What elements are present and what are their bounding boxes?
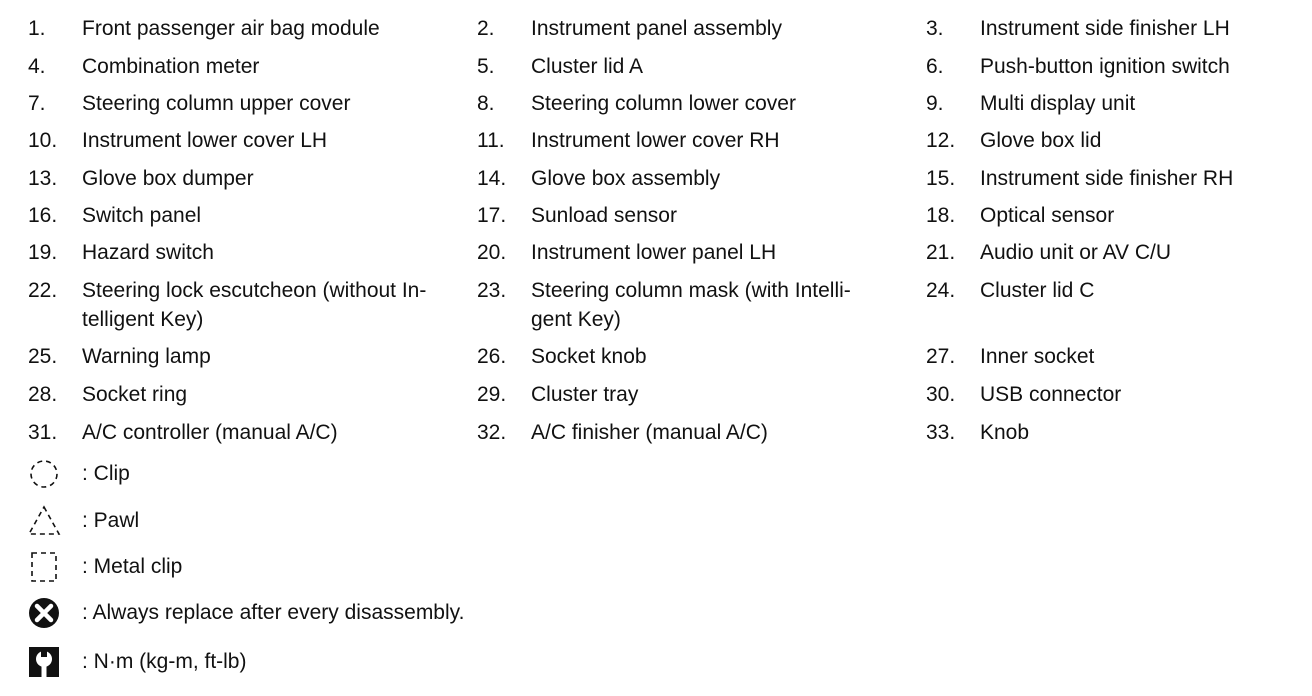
part-label: Glove box lid	[980, 129, 1102, 152]
replace-icon	[26, 595, 62, 631]
part-label: A/C finisher (manual A/C)	[531, 421, 768, 444]
part-label: A/C controller (manual A/C)	[82, 421, 338, 444]
part-number: 29.	[477, 383, 507, 406]
part-label: Warning lamp	[82, 345, 211, 368]
part-number: 9.	[926, 92, 944, 115]
part-number: 31.	[28, 421, 58, 444]
part-label: Instrument side finisher RH	[980, 167, 1234, 190]
part-number: 18.	[926, 204, 956, 227]
part-label: Front passenger air bag module	[82, 17, 380, 40]
part-number: 4.	[28, 55, 46, 78]
clip-icon	[26, 456, 62, 492]
part-label: Instrument panel assembly	[531, 17, 782, 40]
part-number: 22.	[28, 279, 58, 302]
part-label: Socket knob	[531, 345, 647, 368]
part-number: 5.	[477, 55, 495, 78]
legend-text: : Pawl	[82, 509, 140, 532]
legend-torque	[26, 644, 726, 680]
legend-pawl	[26, 503, 726, 539]
part-label: Instrument lower cover LH	[82, 129, 328, 152]
part-label: Cluster lid A	[531, 55, 644, 78]
part-label: Inner socket	[980, 345, 1095, 368]
part-number: 12.	[926, 129, 956, 152]
part-label: Instrument lower cover RH	[531, 129, 780, 152]
part-label: Glove box assembly	[531, 167, 721, 190]
legend-text: : Always replace after every disassembly.	[82, 601, 465, 624]
part-label: Steering column lower cover	[531, 92, 796, 115]
part-label: Switch panel	[82, 204, 202, 227]
part-label: Cluster tray	[531, 383, 639, 406]
part-number: 23.	[477, 279, 507, 302]
part-number: 19.	[28, 241, 58, 264]
part-number: 10.	[28, 129, 58, 152]
part-number: 21.	[926, 241, 956, 264]
part-label: Steering lock escutcheon (without In- telligent Key)	[82, 279, 427, 331]
part-label: Sunload sensor	[531, 204, 677, 227]
legend-metal-clip	[26, 549, 726, 585]
part-number: 15.	[926, 167, 956, 190]
part-number: 6.	[926, 55, 944, 78]
metal-clip-icon	[26, 549, 62, 585]
part-number: 25.	[28, 345, 58, 368]
part-label: USB connector	[980, 383, 1122, 406]
part-label: Socket ring	[82, 383, 188, 406]
part-number: 24.	[926, 279, 956, 302]
part-number: 32.	[477, 421, 507, 444]
part-label: Instrument lower panel LH	[531, 241, 777, 264]
torque-wrench-icon	[26, 644, 62, 680]
legend-text: : Metal clip	[82, 555, 183, 578]
part-number: 3.	[926, 17, 944, 40]
part-label: Steering column mask (with Intelli- gent Key)	[531, 279, 851, 331]
part-label: Audio unit or AV C/U	[980, 241, 1172, 264]
part-label: Hazard switch	[82, 241, 214, 264]
part-label: Knob	[980, 421, 1030, 444]
legend-text: : N·m (kg-m, ft-lb)	[82, 650, 247, 673]
part-number: 2.	[477, 17, 495, 40]
part-number: 13.	[28, 167, 58, 190]
part-number: 28.	[28, 383, 58, 406]
part-number: 7.	[28, 92, 46, 115]
part-number: 8.	[477, 92, 495, 115]
part-number: 33.	[926, 421, 956, 444]
pawl-icon	[26, 503, 62, 539]
part-number: 1.	[28, 17, 46, 40]
part-label: Cluster lid C	[980, 279, 1095, 302]
part-label: Multi display unit	[980, 92, 1136, 115]
part-number: 14.	[477, 167, 507, 190]
legend-clip	[26, 456, 726, 492]
part-label: Push-button ignition switch	[980, 55, 1230, 78]
part-number: 20.	[477, 241, 507, 264]
part-label: Combination meter	[82, 55, 260, 78]
part-number: 17.	[477, 204, 507, 227]
part-label: Instrument side finisher LH	[980, 17, 1230, 40]
part-label: Optical sensor	[980, 204, 1115, 227]
part-number: 11.	[477, 129, 505, 152]
legend-replace	[26, 595, 726, 631]
legend-text: : Clip	[82, 462, 130, 485]
part-label: Steering column upper cover	[82, 92, 351, 115]
part-number: 30.	[926, 383, 956, 406]
part-number: 27.	[926, 345, 956, 368]
part-label: Glove box dumper	[82, 167, 254, 190]
part-number: 16.	[28, 204, 58, 227]
part-number: 26.	[477, 345, 507, 368]
